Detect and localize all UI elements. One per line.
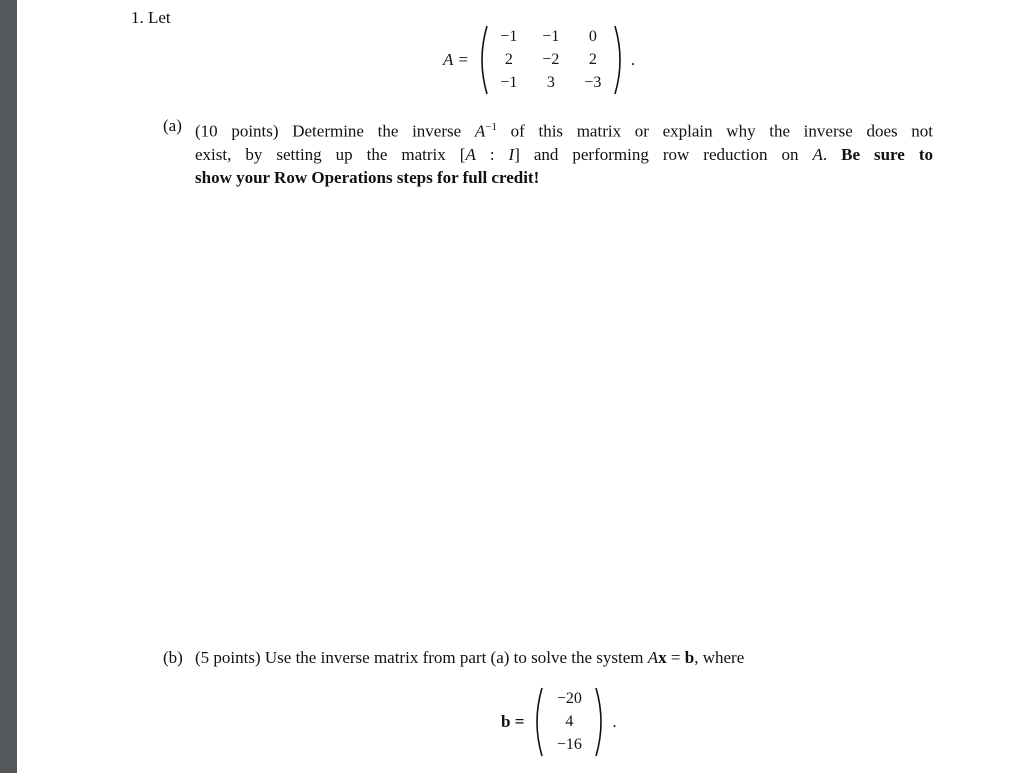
part-b-text-segment: , where [694,648,745,667]
matrix-A-label: A = [443,50,469,69]
matrix-A-cell: 0 [588,28,597,45]
matrix-A-cell: −1 [500,28,518,45]
math-I: I [508,144,515,164]
right-paren-icon [613,24,627,96]
math-b-vector: b [684,648,695,667]
matrix-A [443,24,635,96]
math-superscript: −1 [485,121,497,133]
math-x-vector: x [658,648,667,667]
part-b-text [195,648,744,668]
part-a-line-3: show your Row Operations steps for full credit! [195,167,540,187]
left-paren-icon [530,686,544,758]
part-a-text [195,116,933,189]
part-b-label: (b) [163,648,183,667]
part-b-text-segment: Use the inverse matrix from part (a) to solve the system [264,648,648,667]
vector-b-cell: −20 [556,690,582,707]
vector-b-cell: 4 [565,713,574,730]
problem-heading [131,8,171,28]
problem-intro: Let [148,8,171,27]
matrix-A-grid [489,26,613,94]
period: . [822,144,828,164]
part-a-text-segment: ] and performing row reduction on [514,144,813,164]
matrix-A-cell: −3 [584,74,602,91]
matrix-A-period: . [630,50,636,69]
math-A: A [474,121,486,141]
math-A: A [812,144,823,164]
problem-number: 1. [131,8,144,27]
matrix-A-cell: −1 [500,74,518,91]
part-b-points: (5 points) [195,648,261,667]
vector-b [501,686,617,758]
right-paren-icon [594,686,608,758]
vector-b-label: b = [501,712,525,731]
matrix-A-cell: 2 [504,51,513,68]
part-a-label: (a) [163,116,182,135]
math-A: A [465,144,476,164]
part-a-points: (10 points) [195,121,279,141]
math-A: A [647,648,659,667]
matrix-A-cell: −2 [542,51,560,68]
document-page [17,0,1024,773]
vector-b-period: . [612,712,617,731]
left-sidebar-bar [0,0,17,773]
part-a-line-2 [195,143,933,166]
matrix-A-cell: −1 [542,28,560,45]
math-equals: = [666,648,685,667]
matrix-A-cell: 2 [588,51,597,68]
matrix-A-cell: 3 [546,74,555,91]
math-colon: : [475,144,509,164]
part-a-line-1 [195,116,933,143]
part-a-text-segment: of this matrix or explain why the inverse does not [496,121,933,141]
vector-b-grid [544,688,594,756]
vector-b-cell: −16 [556,736,582,753]
part-a-text-segment: Determine the inverse [292,121,475,141]
part-a-text-segment: exist, by setting up the matrix [ [195,144,466,164]
instruction-bold: Be sure to [841,144,933,164]
left-paren-icon [475,24,489,96]
